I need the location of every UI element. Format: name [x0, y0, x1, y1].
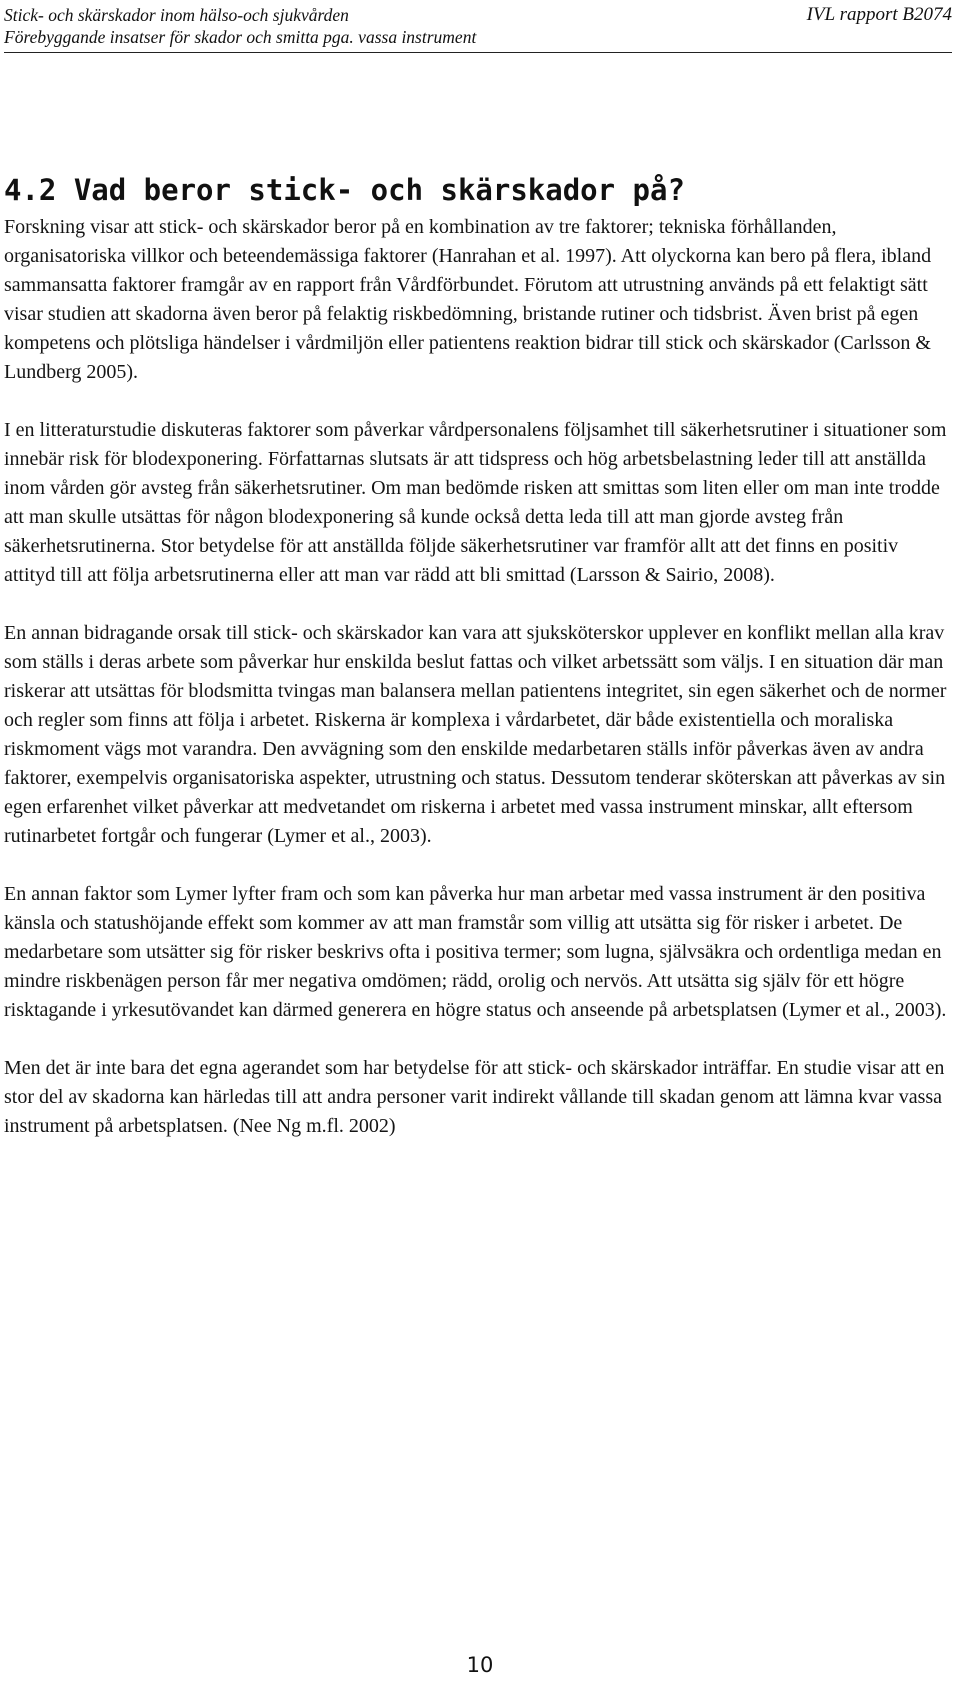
section-body — [4, 213, 948, 1170]
running-header — [4, 4, 952, 53]
paragraph-5: Men det är inte bara det egna agerandet som har betydelse för att stick- och skärskador inträffar. En studie visar att en stor del av skadorna kan härledas till att andra personer varit indirekt vållande till skadan genom att lämna kvar vassa instrument på arbetsplatsen. (Nee Ng m.fl. 2002) — [4, 1057, 945, 1137]
paragraph-3: En annan bidragande orsak till stick- och skärskador kan vara att sjuksköterskor upplever en konflikt mellan alla krav som ställs i deras arbete som påverkar hur enskilda beslut fattas och vilket arbetssätt som väljs. I en situation där man riskerar att utsättas för blodsmitta tvingas man balansera mellan patientens integritet, sin egen säkerhet och de normer och regler som finns att följa i arbetet. Riskerna är komplexa i vårdarbetet, där både existentiella och moraliska riskmoment vägs mot varandra. Den avvägning som den enskilde medarbetaren ställs inför påverkas även av andra faktorer, exempelvis organisatoriska aspekter, utrustning och status. Dessutom tenderar sköterskan att påverkas av sin egen erfarenhet vilket påverkar att medvetandet om riskerna i arbetet med vassa instrument minskar, allt eftersom rutinarbetet fortgår och fungerar (Lymer et al., 2003). — [4, 622, 947, 847]
header-titles — [4, 4, 476, 48]
paragraph-1: Forskning visar att stick- och skärskador beror på en kombination av tre faktorer; tekniska förhållanden, organisatoriska villkor och beteendemässiga faktorer (Hanrahan et al. 1997). Att olyckorna kan bero på flera, ibland sammansatta faktorer framgår av en rapport från Vårdförbundet. Förutom att utrustning används på ett felaktigt sätt visar studien att skadorna även beror på felaktig riskbedömning, bristande rutiner och tidsbrist. Även brist på egen kompetens och plötsliga händelser i vårdmiljön eller patientens reaktion bidrar till stick och skärskador (Carlsson & Lundberg 2005). — [4, 216, 932, 383]
page-number: 10 — [466, 1653, 494, 1677]
header-title-line-1: Stick- och skärskador inom hälso-och sjukvården — [4, 5, 349, 25]
section-heading: 4.2 Vad beror stick- och skärskador på? — [4, 173, 685, 207]
header-title-line-2: Förebyggande insatser för skador och smitta pga. vassa instrument — [4, 27, 477, 47]
paragraph-4: En annan faktor som Lymer lyfter fram och som kan påverka hur man arbetar med vassa instrument är den positiva känsla och statushöjande effekt som kommer av att man framstår som villig att utsätta sig för risker i arbetet. De medarbetare som utsätter sig för risker beskrivs ofta i positiva termer; som lugna, självsäkra och ordentliga medan en mindre riskbenägen person får mer negativa omdömen; rädd, orolig och nervös. Att utsätta sig själv för ett högre risktagande i yrkesutövandet kan därmed generera en högre status och anseende på arbetsplatsen (Lymer et al., 2003). — [4, 883, 947, 1021]
header-report-id: IVL rapport B2074 — [806, 4, 952, 25]
paragraph-2: I en litteraturstudie diskuteras faktorer som påverkar vårdpersonalens följsamhet till säkerhetsrutiner i situationer som innebär risk för blodexponering. Författarnas slutsats är att tidspress och hög arbetsbelastning leder till att anställda inom vården gör avsteg från säkerhetsrutiner. Om man bedömde risken att smittas som liten eller om man inte trodde att man skulle utsättas för någon blodexponering så kunde också detta leda till att man gjorde avsteg från säkerhetsrutinerna. Stor betydelse för att anställda följde säkerhetsrutiner var framför allt att det finns en positiv attityd till att följa arbetsrutinerna eller att man var rädd att bli smittad (Larsson & Sairio, 2008). — [4, 419, 947, 586]
